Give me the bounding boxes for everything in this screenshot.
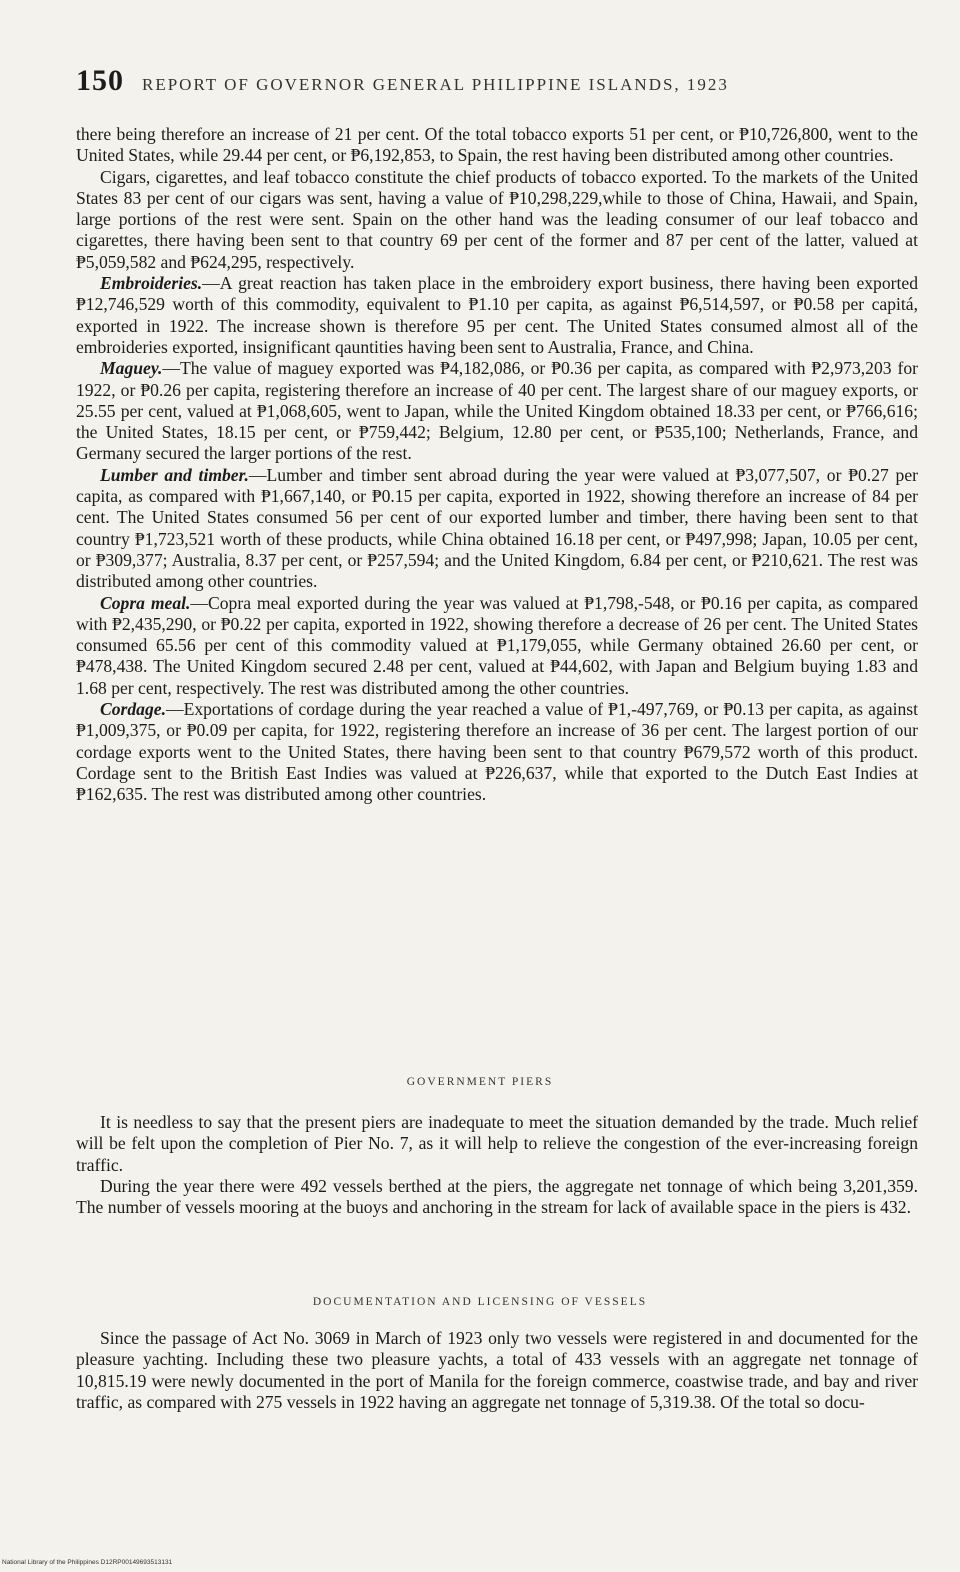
lumber-body: —Lumber and timber sent abroad during the year were valued at ₱3,077,507, or ₱0.27 per capita, as compared with ₱1,667,140, or ₱0.15 per capita, exported in 1922, showing therefore an increase of 84 per cent. The United States consumed 56 per cent of our exported lumber and timber, there having been sent to that country ₱1,723,521 worth of these products, while China obtained 16.18 per cent, or ₱497,998; Japan, 10.05 per cent, or ₱309,377; Australia, 8.37 per cent, or ₱257,594; and the United Kingdom, 6.84 per cent, or ₱210,621. The rest was distributed among other countries. [76, 464, 919, 592]
running-title: REPORT OF GOVERNOR GENERAL PHILIPPINE ISLANDS, 1923 [142, 75, 729, 94]
paragraph-tobacco-continued: there being therefore an increase of 21 per cent. Of the total tobacco exports 51 per cent, or ₱10,726,800, went to the United States, while 29.44 per cent, or ₱6,192,853, to Spain, the rest having been distributed among other countries. [76, 124, 918, 166]
paragraph-cordage [76, 699, 918, 805]
paragraph-cigars: Cigars, cigarettes, and leaf tobacco constitute the chief products of tobacco exported. To the markets of the United States 83 per cent of our cigars was sent, having a value of ₱10,298,229,while to those of China, Hawaii, and Spain, large portions of the rest were sent. Spain on the other hand was the leading consumer of our leaf tobacco and cigarettes, there having been sent to that country 69 per cent of the former and 87 per cent of the latter, valued at ₱5,059,582 and ₱624,295, respectively. [76, 166, 918, 272]
page-number: 150 [76, 64, 124, 97]
paragraph-vessels-berthed: During the year there were 492 vessels berthed at the piers, the aggregate net tonnage of which being 3,201,359. The number of vessels mooring at the buoys and anchoring in the stream for lack of available space in the piers is 432. [76, 1175, 918, 1218]
maguey-body: —The value of maguey exported was ₱4,182,086, or ₱0.36 per capita, as compared with ₱2,973,203 for 1922, or ₱0.26 per capita, registering therefore an increase of 40 per cent. The largest share of our maguey exports, or 25.55 per cent, valued at ₱1,068,605, went to Japan, while the United Kingdom obtained 18.33 per cent, or ₱766,616; the United States, 18.15 per cent, or ₱759,442; Belgium, 12.80 per cent, or ₱535,100; Netherlands, France, and Germany secured the larger portions of the rest. [76, 358, 918, 464]
embroideries-body: —A great reaction has taken place in the embroidery export business, there having been exported ₱12,746,529 worth of this commodity, equivalent to ₱1.10 per capita, as against ₱6,514,597, or ₱0.58 per capitá, exported in 1922. The increase shown is therefore 95 per cent. The United States consumed almost all of the embroideries exported, insignificant qauntities having been sent to Australia, France, and China. [76, 273, 918, 357]
documentation-text [76, 1328, 918, 1413]
cordage-body: —Exportations of cordage during the year reached a value of ₱1,-497,769, or ₱0.13 per capita, as against ₱1,009,375, or ₱0.09 per capita, for 1922, registering therefore an increase of 36 per cent. The largest portion of our cordage exports went to the United States, there having been sent to that country ₱679,572 worth of this product. Cordage sent to the British East Indies was valued at ₱226,637, while that exported to the Dutch East Indies at ₱162,635. The rest was distributed among other countries. [76, 699, 918, 805]
paragraph-maguey [76, 358, 918, 464]
paragraph-lumber [76, 465, 918, 593]
copra-meal-lead: Copra meal. [100, 592, 191, 613]
paragraph-copra-meal [76, 593, 918, 699]
embroideries-lead: Embroideries. [100, 273, 203, 294]
copra-meal-body: —Copra meal exported during the year was valued at ₱1,798,-548, or ₱0.16 per capita, as compared with ₱2,435,290, or ₱0.22 per capita, exported in 1922, showing therefore a decrease of 26 per cent. The United States consumed 65.56 per cent of this commodity valued at ₱1,179,055, while Germany obtained 26.60 per cent, or ₱478,438. The United Kingdom secured 2.48 per cent, valued at ₱44,602, with Japan and Belgium buying 1.83 and 1.68 per cent, respectively. The rest was distributed among the other countries. [76, 592, 918, 698]
lumber-lead: Lumber and timber. [100, 464, 249, 485]
paragraph-act-3069: Since the passage of Act No. 3069 in March of 1923 only two vessels were registered in and documented for the pleasure yachting. Including these two pleasure yachts, a total of 433 vessels with an aggregate net tonnage of 10,815.19 were newly documented in the port of Manila for the foreign commerce, coastwise trade, and bay and river traffic, as compared with 275 vessels in 1922 having an aggregate net tonnage of 5,319.38. Of the total so docu- [76, 1328, 918, 1412]
government-piers-text [76, 1112, 918, 1218]
paragraph-embroideries [76, 273, 918, 358]
section-heading-government-piers: GOVERNMENT PIERS [406, 1076, 554, 1088]
page-header [76, 64, 876, 98]
footer-archive-id: National Library of the Philippines D12RP00149693513131 [2, 1559, 173, 1566]
tobacco-and-exports-text [76, 124, 918, 806]
paragraph-piers-inadequate: It is needless to say that the present piers are inadequate to meet the situation demanded by the trade. Much relief will be felt upon the completion of Pier No. 7, as it will help to relieve the congestion of the ever-increasing foreign traffic. [76, 1112, 918, 1175]
maguey-lead: Maguey. [100, 358, 163, 379]
cordage-lead: Cordage. [100, 699, 166, 720]
section-heading-documentation: DOCUMENTATION AND LICENSING OF VESSELS [312, 1296, 648, 1308]
